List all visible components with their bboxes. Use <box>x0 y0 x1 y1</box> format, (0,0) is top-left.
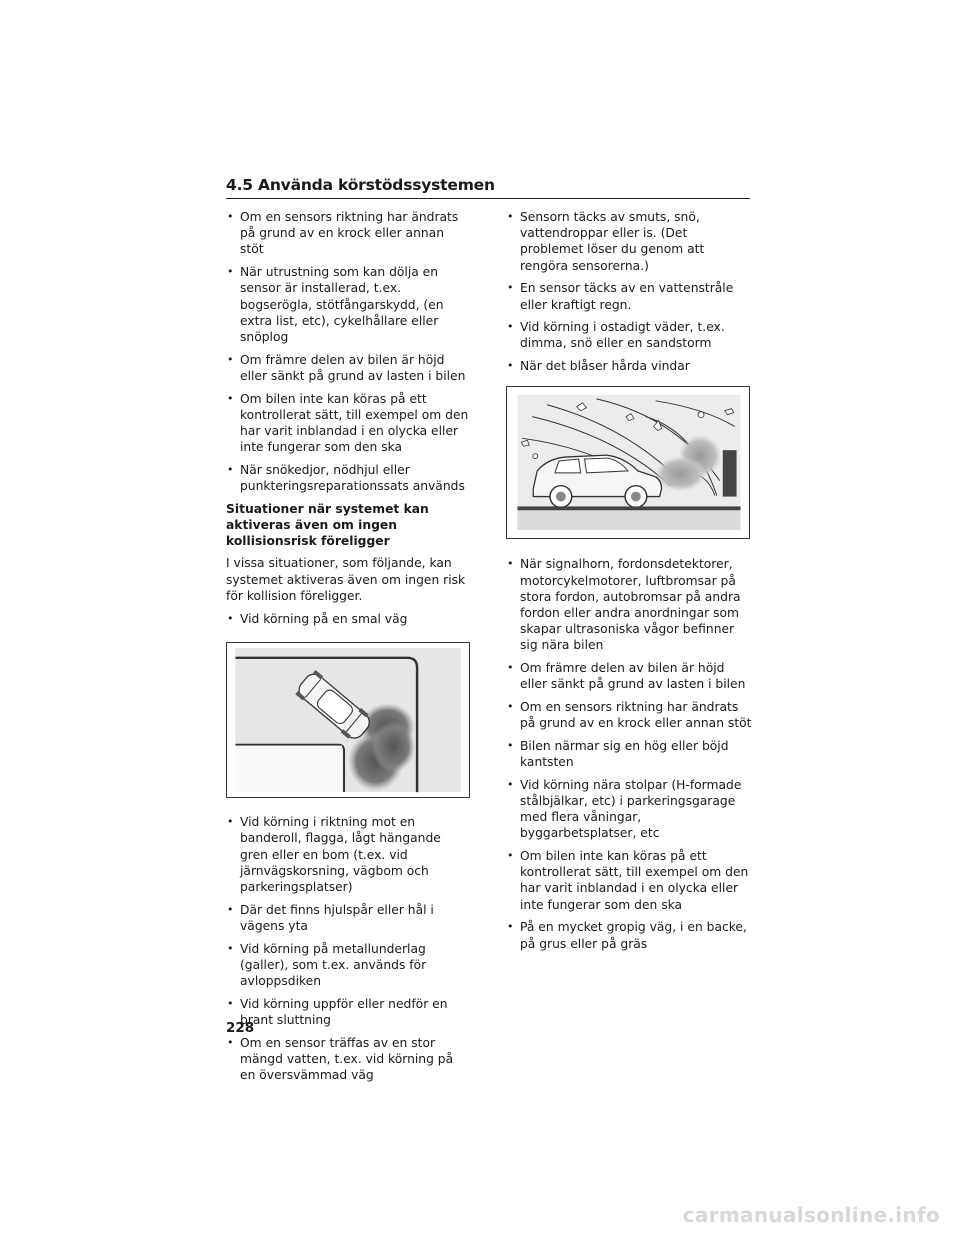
list-item: • Om en sensors riktning har ändrats på grund av en krock eller annan stöt <box>226 209 471 258</box>
strong-wind-illustration <box>506 386 750 539</box>
list-item: • Om en sensors riktning har ändrats på grund av en krock eller annan stöt <box>506 699 752 731</box>
list-item: • Vid körning på en smal väg <box>226 611 471 627</box>
list-item: • Om bilen inte kan köras på ett kontrollerat sätt, till exempel om den har varit inblandad i en olycka eller inte fungerar som den ska <box>226 391 471 456</box>
list-item: • När signalhorn, fordonsdetektorer, motorcykelmotorer, luftbromsar på stora fordon, autobromsar på andra fordon eller andra anordningar som skapar ultrasoniska vågor befinner sig nära bilen <box>506 556 752 653</box>
right-bullets-bottom <box>506 556 752 951</box>
subheading: Situationer när systemet kan aktiveras även om ingen kollisionsrisk föreligger <box>226 501 429 549</box>
right-column <box>506 209 752 958</box>
intro-paragraph: I vissa situationer, som följande, kan systemet aktiveras även om ingen risk för kollision föreligger. <box>226 556 466 603</box>
list-item: • På en mycket gropig väg, i en backe, på grus eller på gräs <box>506 919 752 951</box>
left-bullets-top <box>226 209 471 494</box>
list-item: • När det blåser hårda vindar <box>506 358 752 374</box>
list-item: • Om främre delen av bilen är höjd eller sänkt på grund av lasten i bilen <box>506 660 752 692</box>
list-item: • Vid körning nära stolpar (H-formade stålbjälkar, etc) i parkeringsgarage med flera våningar, byggarbetsplatser, etc <box>506 777 752 842</box>
list-item: • Vid körning i riktning mot en banderoll, flagga, lågt hängande gren eller en bom (t.ex. vid järnvägskorsning, vägbom och parkeringsplatser) <box>226 814 471 895</box>
left-bullets-mid <box>226 611 471 627</box>
list-item: • Om bilen inte kan köras på ett kontrollerat sätt, till exempel om den har varit inblandad i en olycka eller inte fungerar som den ska <box>506 848 752 913</box>
section-title: 4.5 Använda körstödssystemen <box>226 176 495 194</box>
list-item: • När utrustning som kan dölja en sensor är installerad, t.ex. bogserögla, stötfångarskydd, (en extra list, etc), cykelhållare eller snöplog <box>226 264 471 345</box>
list-item: • Vid körning uppför eller nedför en brant sluttning <box>226 996 471 1028</box>
list-item: • Vid körning på metallunderlag (galler), som t.ex. används för avloppsdiken <box>226 941 471 990</box>
section-header <box>226 176 750 199</box>
right-bullets-top <box>506 209 752 374</box>
list-item: • Bilen närmar sig en hög eller böjd kantsten <box>506 738 752 770</box>
left-column <box>226 209 471 1090</box>
list-item: • Om främre delen av bilen är höjd eller sänkt på grund av lasten i bilen <box>226 352 471 384</box>
watermark: carmanualsonline.info <box>682 1203 940 1227</box>
list-item: • Vid körning i ostadigt väder, t.ex. dimma, snö eller en sandstorm <box>506 319 752 351</box>
left-bullets-bottom <box>226 814 471 1083</box>
list-item: • Där det finns hjulspår eller hål i vägens yta <box>226 902 471 934</box>
list-item: • En sensor täcks av en vattenstråle eller kraftigt regn. <box>506 280 752 312</box>
page-number: 228 <box>226 1020 255 1036</box>
list-item: • Sensorn täcks av smuts, snö, vattendroppar eller is. (Det problemet löser du genom att rengöra sensorerna.) <box>506 209 752 274</box>
narrow-road-illustration <box>226 642 470 798</box>
list-item: • När snökedjor, nödhjul eller punkteringsreparationssats används <box>226 462 471 494</box>
list-item: • Om en sensor träffas av en stor mängd vatten, t.ex. vid körning på en översvämmad väg <box>226 1035 471 1084</box>
